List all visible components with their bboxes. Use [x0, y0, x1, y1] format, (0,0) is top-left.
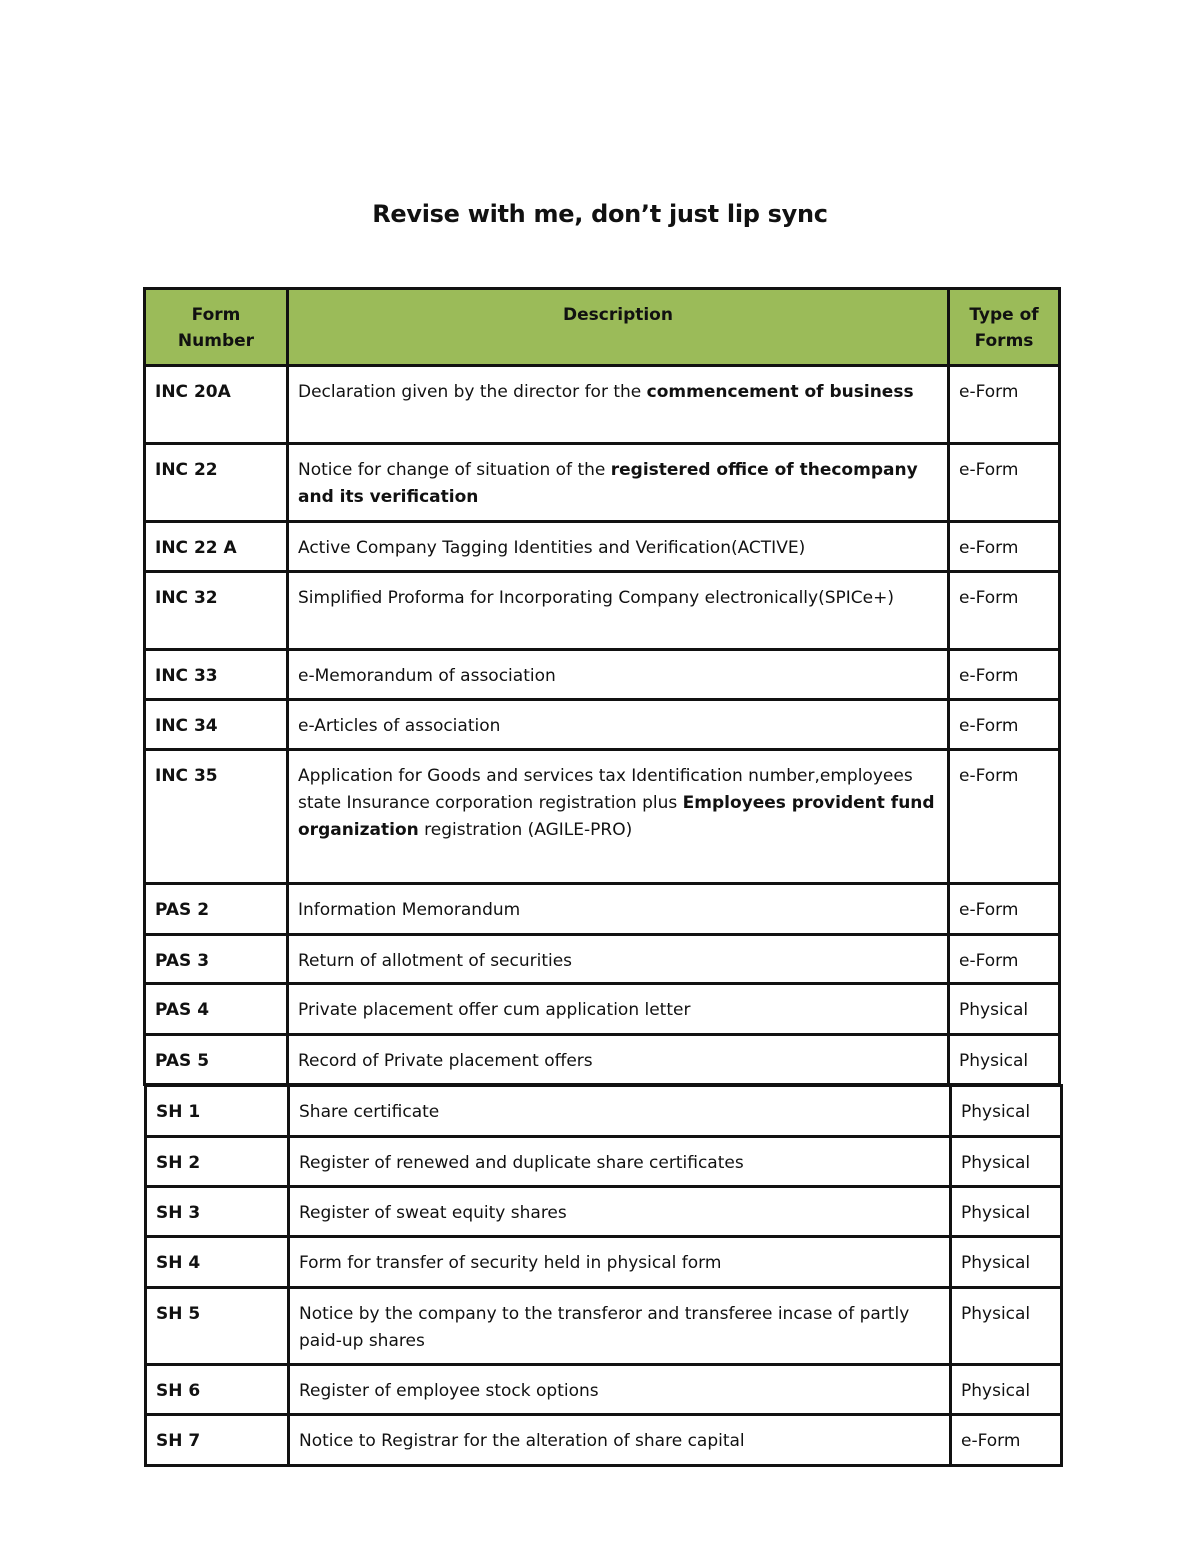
type-cell: Physical	[949, 1035, 1060, 1085]
sh-forms-table	[144, 1084, 1063, 1467]
type-cell: e-Form	[949, 750, 1060, 884]
form-number-cell: INC 34	[145, 700, 288, 750]
table-row	[146, 1187, 1062, 1237]
table-row	[145, 572, 1060, 650]
table-row	[145, 522, 1060, 572]
description-bold-text: registered office of thecompany and its verification	[298, 460, 918, 507]
table-row	[146, 1086, 1062, 1137]
description-cell	[288, 366, 949, 444]
type-cell: e-Form	[949, 935, 1060, 984]
description-cell: Register of employee stock options	[289, 1365, 951, 1415]
type-cell: e-Form	[949, 572, 1060, 650]
description-bold-text: Employees provident fund organization	[298, 793, 935, 840]
header-description: Description	[288, 289, 949, 366]
type-cell: e-Form	[949, 366, 1060, 444]
description-cell: Share certificate	[289, 1086, 951, 1137]
table-row	[145, 444, 1060, 522]
table-row	[146, 1137, 1062, 1187]
description-cell: Register of renewed and duplicate share certificates	[289, 1137, 951, 1187]
form-number-cell: SH 6	[146, 1365, 289, 1415]
table-row	[146, 1237, 1062, 1288]
description-cell: Register of sweat equity shares	[289, 1187, 951, 1237]
description-cell: Simplified Proforma for Incorporating Company electronically(SPICe+)	[288, 572, 949, 650]
description-cell: e-Articles of association	[288, 700, 949, 750]
description-cell: e-Memorandum of association	[288, 650, 949, 700]
description-bold-text: commencement of business	[646, 382, 914, 402]
description-cell: Private placement offer cum application letter	[288, 984, 949, 1035]
header-form-number: Form Number	[145, 289, 288, 366]
type-cell: e-Form	[949, 650, 1060, 700]
form-number-cell: INC 22	[145, 444, 288, 522]
type-cell: Physical	[951, 1288, 1062, 1365]
description-text: Application for Goods and services tax Identification number,employees state Insurance corporation registration plus	[298, 766, 913, 813]
header-type-of-forms: Type of Forms	[949, 289, 1060, 366]
forms-table	[143, 287, 1061, 1086]
type-cell: e-Form	[949, 884, 1060, 935]
description-cell: Notice by the company to the transferor and transferee incase of partly paid-up shares	[289, 1288, 951, 1365]
form-number-cell: SH 3	[146, 1187, 289, 1237]
form-number-cell: PAS 5	[145, 1035, 288, 1085]
type-cell: e-Form	[949, 522, 1060, 572]
page-title: Revise with me, don’t just lip sync	[372, 200, 828, 228]
type-cell: Physical	[951, 1365, 1062, 1415]
type-cell: Physical	[951, 1187, 1062, 1237]
description-cell: Active Company Tagging Identities and Verification(ACTIVE)	[288, 522, 949, 572]
description-cell: Notice to Registrar for the alteration of share capital	[289, 1415, 951, 1466]
table-row	[145, 366, 1060, 444]
description-text: Declaration given by the director for the	[298, 382, 647, 402]
form-number-cell: INC 35	[145, 750, 288, 884]
description-cell: Record of Private placement offers	[288, 1035, 949, 1085]
type-cell: Physical	[951, 1137, 1062, 1187]
table-row	[145, 1035, 1060, 1085]
form-number-cell: INC 20A	[145, 366, 288, 444]
table-row	[146, 1365, 1062, 1415]
table-row	[145, 984, 1060, 1035]
form-number-cell: PAS 4	[145, 984, 288, 1035]
description-cell: Form for transfer of security held in physical form	[289, 1237, 951, 1288]
type-cell: Physical	[951, 1237, 1062, 1288]
type-cell: e-Form	[951, 1415, 1062, 1466]
table-row	[145, 650, 1060, 700]
description-text: Notice for change of situation of the	[298, 460, 611, 480]
table-row	[145, 700, 1060, 750]
form-number-cell: PAS 2	[145, 884, 288, 935]
form-number-cell: INC 22 A	[145, 522, 288, 572]
type-cell: Physical	[951, 1086, 1062, 1137]
form-number-cell: INC 32	[145, 572, 288, 650]
form-number-cell: SH 7	[146, 1415, 289, 1466]
table-row	[145, 750, 1060, 884]
form-number-cell: SH 5	[146, 1288, 289, 1365]
table-row	[146, 1415, 1062, 1466]
table-row	[145, 935, 1060, 984]
description-cell: Information Memorandum	[288, 884, 949, 935]
table-row	[145, 884, 1060, 935]
form-number-cell: SH 2	[146, 1137, 289, 1187]
table-header-row	[145, 289, 1060, 366]
form-number-cell: SH 4	[146, 1237, 289, 1288]
form-number-cell: INC 33	[145, 650, 288, 700]
type-cell: e-Form	[949, 444, 1060, 522]
description-text-tail: registration (AGILE-PRO)	[418, 820, 633, 840]
table-row	[146, 1288, 1062, 1365]
form-number-cell: SH 1	[146, 1086, 289, 1137]
description-cell	[288, 750, 949, 884]
type-cell: Physical	[949, 984, 1060, 1035]
form-number-cell: PAS 3	[145, 935, 288, 984]
description-cell	[288, 444, 949, 522]
description-cell: Return of allotment of securities	[288, 935, 949, 984]
type-cell: e-Form	[949, 700, 1060, 750]
